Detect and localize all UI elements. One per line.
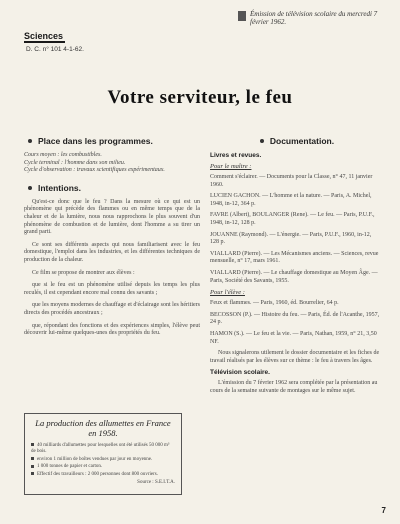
intentions-paragraph: Ce film se propose de montrer aux élèves : bbox=[32, 269, 135, 276]
square-bullet-icon bbox=[31, 465, 34, 468]
reference-entry: VIALLARD (Pierre). — Le chauffage domestique au Moyen Âge. — Paris, Société des Savants, 1955. bbox=[210, 269, 378, 284]
reference-entry: HAMON (S.). — Le feu et la vie. — Paris, Nathan, 1959, n° 21, 3,50 NF. bbox=[210, 330, 377, 345]
reference-entry: LUCIEN GACHON. — L'homme et la nature. — Paris, A. Michel, 1948, in-12, 364 p. bbox=[210, 193, 372, 207]
reference-entry: VIALLARD (Pierre). — Les Mécanismes anciens. — Sciences, revue mensuelle, n° 17, mars 1961. bbox=[210, 250, 379, 265]
broadcast-mark-icon bbox=[238, 11, 246, 21]
square-bullet-icon bbox=[31, 472, 34, 475]
television-subheading: Télévision scolaire. bbox=[210, 369, 270, 377]
matches-production-box bbox=[24, 413, 182, 495]
pupil-label: Pour l'élève : bbox=[210, 289, 245, 297]
box-item bbox=[31, 443, 175, 456]
bullet-icon bbox=[28, 139, 32, 143]
intentions-paragraph: que si le feu est un phénomène utilisé depuis les temps les plus reculés, il est cependant encore mal connu des savants ; bbox=[24, 282, 200, 296]
box-item-text: 40 milliards d'allumettes pour lesquelles ont été utilisés 50 000 m³ de bois. bbox=[31, 443, 170, 455]
section-label: Sciences bbox=[24, 31, 64, 41]
right-column bbox=[210, 136, 380, 399]
reference-entry: Feux et flammes. — Paris, 1960, éd. Bourrelier, 64 p. bbox=[210, 300, 339, 307]
television-text: L'émission du 7 février 1962 sera complétée par la présentation au cours de la semaine suivante de montages sur le même sujet. bbox=[210, 380, 378, 394]
reference-entry: FAVRE (Albert), BOULANGER (Rene). — Le feu. — Paris, P.U.F., 1948, in-12, 128 p. bbox=[210, 212, 375, 226]
box-item-text: 1 000 tonnes de papier et carton. bbox=[37, 464, 103, 470]
programmes-heading bbox=[24, 136, 200, 146]
programmes-line: Cycle d'observation : travaux scientifiques expérimentaux. bbox=[24, 167, 165, 174]
box-item bbox=[31, 472, 175, 478]
broadcast-note bbox=[250, 10, 380, 26]
programmes-line: Cours moyen : les combustibles. bbox=[24, 152, 102, 158]
square-bullet-icon bbox=[31, 443, 34, 446]
reference-entry: JOUANNE (Raymond). — L'énergie. — Paris, P.U.F., 1960, in-12, 128 p. bbox=[210, 231, 372, 246]
intentions-heading-text: Intentions. bbox=[38, 182, 81, 193]
master-label: Pour le maître : bbox=[210, 163, 252, 170]
intentions-paragraph: Qu'est-ce donc que le feu ? Dans la mesure où ce qui est un phénomène qui précède des flammes ou en même temps que de la chaleur et de la lumière, nous nous rapprochons le plus souvent d'un phénomène de combustion et de lumière, dont l'homme a su tirer un grand parti. bbox=[24, 198, 200, 236]
page-title: Votre serviteur, le feu bbox=[107, 87, 293, 108]
programmes-list bbox=[24, 152, 200, 175]
bullet-icon bbox=[28, 186, 32, 190]
books-subheading: Livres et revues. bbox=[210, 152, 262, 159]
box-source: Source : S.E.I.T.A. bbox=[137, 480, 175, 486]
intentions-paragraph: que les moyens modernes de chauffage et d'éclairage sont les héritiers directs des procédés ancestraux ; bbox=[24, 302, 200, 316]
left-column bbox=[24, 136, 200, 343]
documentation-heading bbox=[210, 136, 380, 146]
intentions-paragraph: Ce sont ses différents aspects qui nous familiarisent avec le feu domestique, l'emploi dans les industries, et les différentes techniques de production de la chaleur. bbox=[24, 241, 200, 263]
intentions-heading bbox=[24, 183, 200, 193]
box-item bbox=[31, 457, 175, 463]
box-item-text: environ 1 million de boîtes vendues par jour en moyenne. bbox=[37, 456, 153, 462]
intentions-body bbox=[24, 199, 200, 338]
box-item-text: Effectif des travailleurs : 2 000 personnes dont 800 ouvriers. bbox=[37, 471, 158, 477]
square-bullet-icon bbox=[31, 457, 34, 460]
programmes-line: Cycle terminal : l'homme dans son milieu. bbox=[24, 159, 126, 166]
bullet-icon bbox=[260, 139, 264, 143]
documentation-note: Nous signalerons utilement le dossier documentaire et les fiches de travail réalisés par les élèves sur ce thème : le feu à travers les âges. bbox=[210, 350, 380, 364]
intentions-paragraph: que, répondant des fonctions et des expériences simples, l'élève peut découvrir lui-même quelques-unes des propriétés du feu. bbox=[24, 322, 200, 337]
document-reference: D. C. n° 101 4-1-62. bbox=[26, 46, 84, 53]
box-title: La production des allumettes en France en 1958. bbox=[35, 418, 171, 438]
documentation-heading-text: Documentation. bbox=[269, 136, 335, 146]
page-number: 7 bbox=[381, 506, 386, 515]
box-item bbox=[31, 464, 175, 470]
broadcast-note-text: Émission de télévision scolaire du mercredi 7 février 1962. bbox=[250, 10, 378, 26]
programmes-heading-text: Place dans les programmes. bbox=[38, 136, 153, 146]
reference-entry: BECOSSON (P.). — Histoire du feu. — Paris, Éd. de l'Acanthe, 1957, 24 p. bbox=[210, 311, 380, 326]
reference-entry: Comment s'éclairer. — Documents pour la Classe, n° 47, 11 janvier 1960. bbox=[210, 174, 373, 188]
